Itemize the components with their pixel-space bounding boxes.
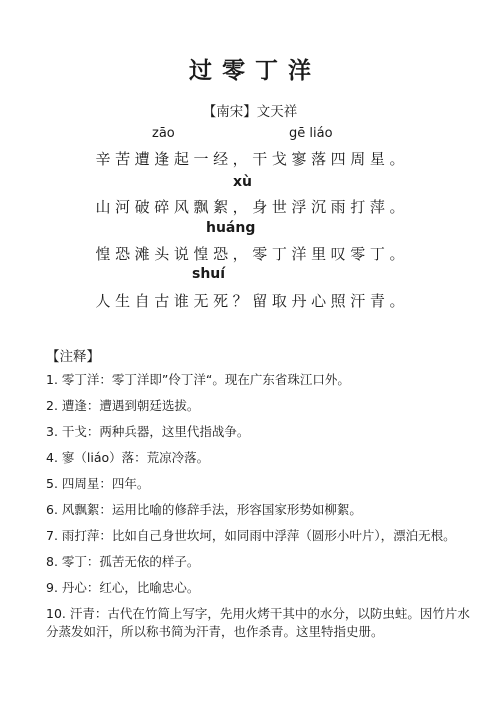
- note-item: 3. 干戈：两种兵器，这里代指战争。: [46, 424, 250, 439]
- note-item: 8. 零丁：孤苦无依的样子。: [46, 554, 200, 569]
- note-item: 4. 寥（liáo）落：荒凉冷落。: [46, 450, 210, 465]
- pinyin-huang: huáng: [206, 220, 256, 236]
- note-item: 7. 雨打萍：比如自己身世坎坷，如同雨中浮萍（圆形小叶片），漂泊无根。: [46, 528, 456, 543]
- notes-heading: 【注释】: [46, 349, 100, 365]
- poem-line-2: 山河破碎风飘絮，身世浮沉雨打萍。: [95, 198, 410, 216]
- poem-line-1: 辛苦遭逢起一经，干戈寥落四周星。: [95, 150, 410, 168]
- note-item: 9. 丹心：红心，比喻忠心。: [46, 580, 200, 595]
- pinyin-shui: shuí: [192, 266, 226, 282]
- note-item: 10. 汗青：古代在竹简上写字，先用火烤干其中的水分，以防虫蛀。因竹片水分蒸发如汗，所以称书简为汗青，也作杀青。这里特指史册。: [46, 606, 470, 639]
- note-item: 1. 零丁洋：零丁洋即”伶丁洋“。现在广东省珠江口外。: [46, 372, 350, 387]
- note-item: 5. 四周星：四年。: [46, 476, 150, 491]
- notes-list: [46, 371, 476, 649]
- note-item: 2. 遭逢：遭遇到朝廷选拔。: [46, 398, 200, 413]
- pinyin-zao: zāo: [152, 126, 175, 141]
- pinyin-xu: xù: [233, 174, 252, 190]
- poem-line-4: 人生自古谁无死？留取丹心照汗青。: [95, 292, 410, 310]
- note-item: 6. 风飘絮：运用比喻的修辞手法，形容国家形势如柳絮。: [46, 502, 362, 517]
- poem-title: 过零丁洋: [189, 58, 321, 84]
- pinyin-ge-liao: gē liáo: [289, 126, 333, 141]
- poem-line-3: 惶恐滩头说惶恐，零丁洋里叹零丁。: [95, 245, 410, 263]
- poem-author: 【南宋】文天祥: [202, 104, 298, 120]
